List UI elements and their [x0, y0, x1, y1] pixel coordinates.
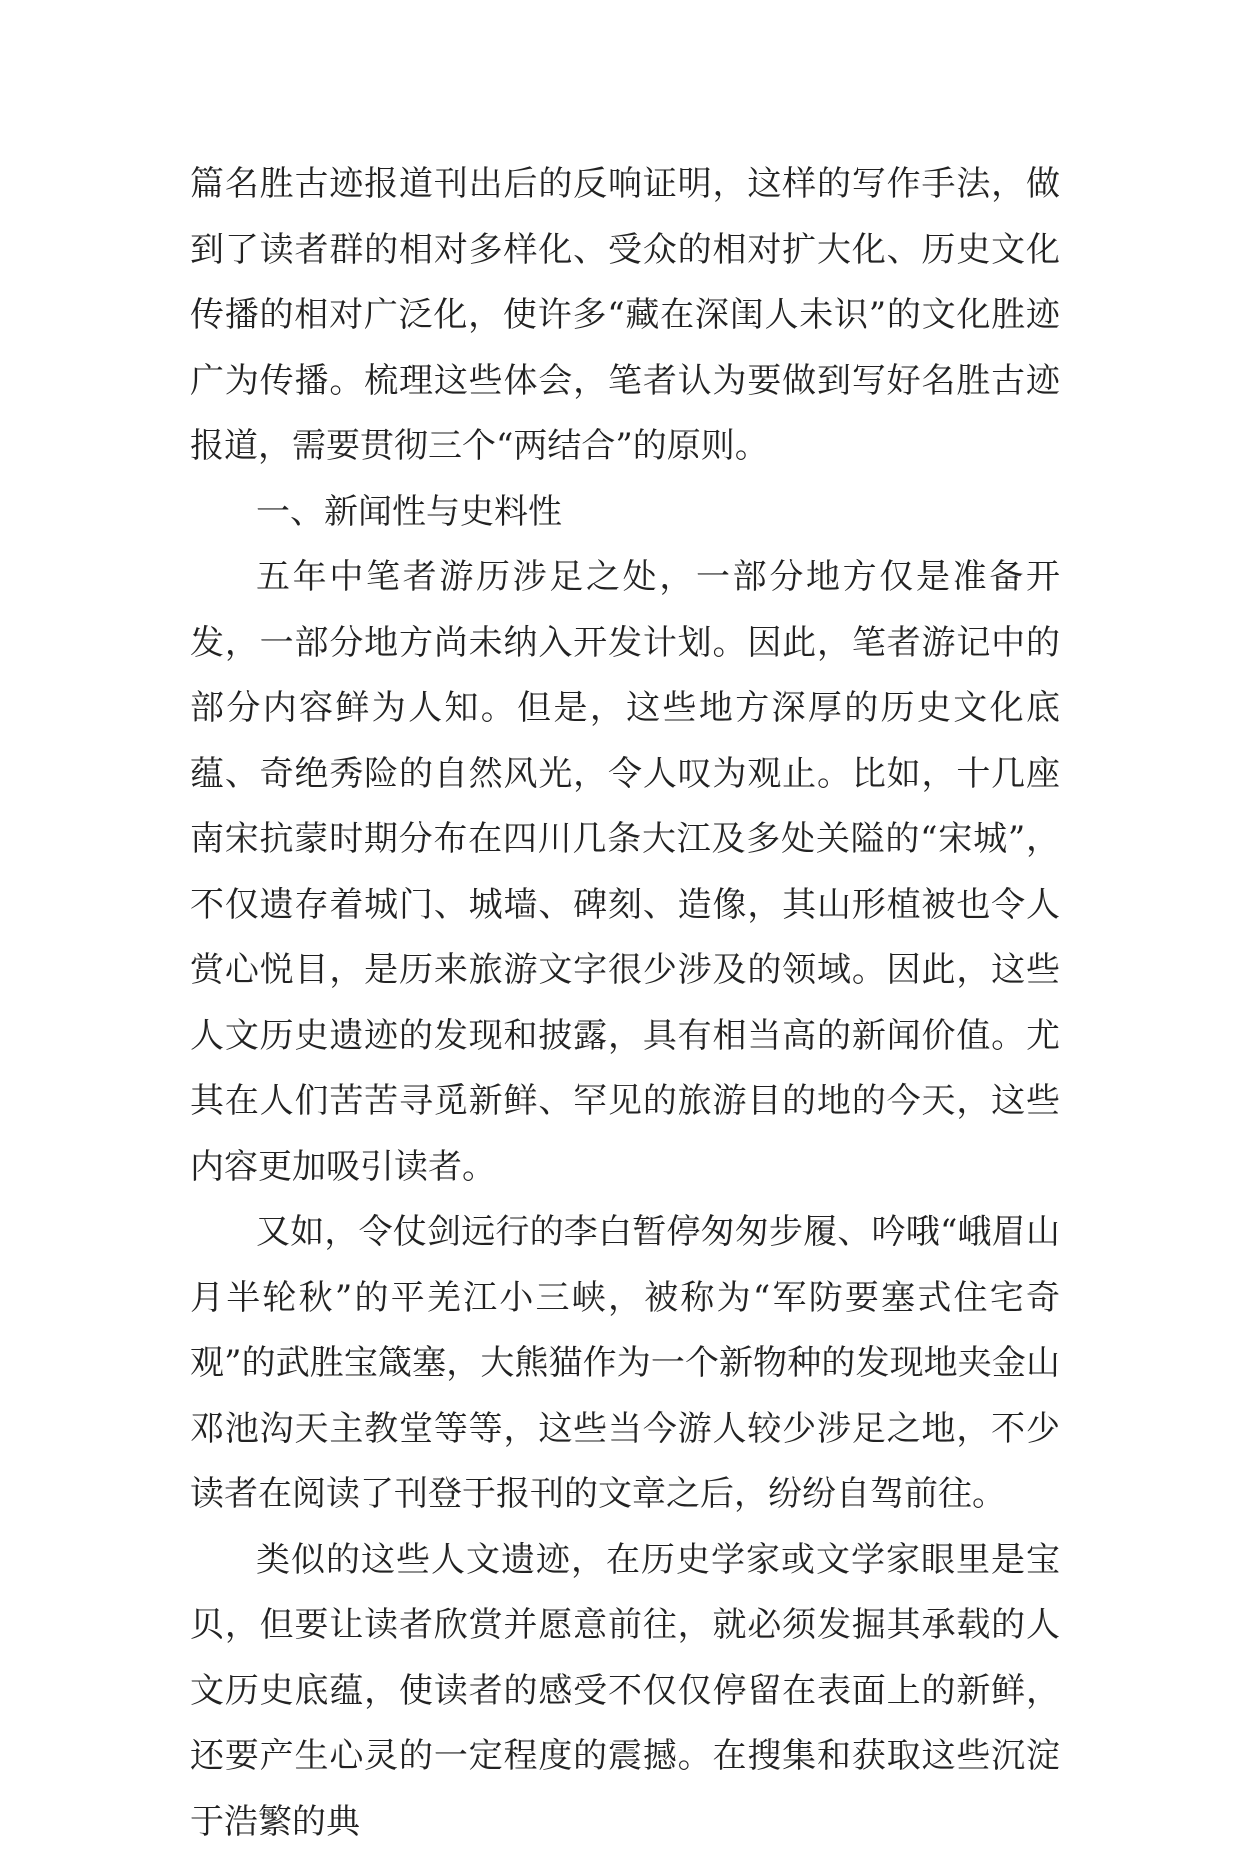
paragraph-intro-continued: 篇名胜古迹报道刊出后的反响证明，这样的写作手法，做到了读者群的相对多样化、受众的相对扩大化、历史文化传播的相对广泛化，使许多“藏在深闺人未识”的文化胜迹广为传播。梳理这些体会，笔者认为要做到写好名胜古迹报道，需要贯彻三个“两结合”的原则。	[190, 152, 1060, 480]
paragraph-body: 类似的这些人文遗迹，在历史学家或文学家眼里是宝贝，但要让读者欣赏并愿意前往，就必须发掘其承载的人文历史底蕴，使读者的感受不仅仅停留在表面上的新鲜，还要产生心灵的一定程度的震撼。在搜集和获取这些沉淀于浩繁的典	[190, 1528, 1060, 1855]
article-body	[190, 152, 1060, 1855]
paragraph-body: 五年中笔者游历涉足之处，一部分地方仅是准备开发，一部分地方尚未纳入开发计划。因此，笔者游记中的部分内容鲜为人知。但是，这些地方深厚的历史文化底蕴、奇绝秀险的自然风光，令人叹为观止。比如，十几座南宋抗蒙时期分布在四川几条大江及多处关隘的“宋城”，不仅遗存着城门、城墙、碑刻、造像，其山形植被也令人赏心悦目，是历来旅游文字很少涉及的领域。因此，这些人文历史遗迹的发现和披露，具有相当高的新闻价值。尤其在人们苦苦寻觅新鲜、罕见的旅游目的地的今天，这些内容更加吸引读者。	[190, 545, 1060, 1200]
paragraph-body: 又如，令仗剑远行的李白暂停匆匆步履、吟哦“峨眉山月半轮秋”的平羌江小三峡，被称为“军防要塞式住宅奇观”的武胜宝箴塞，大熊猫作为一个新物种的发现地夹金山邓池沟天主教堂等等，这些当今游人较少涉足之地，不少读者在阅读了刊登于报刊的文章之后，纷纷自驾前往。	[190, 1200, 1060, 1528]
section-heading: 一、新闻性与史料性	[190, 480, 1060, 546]
